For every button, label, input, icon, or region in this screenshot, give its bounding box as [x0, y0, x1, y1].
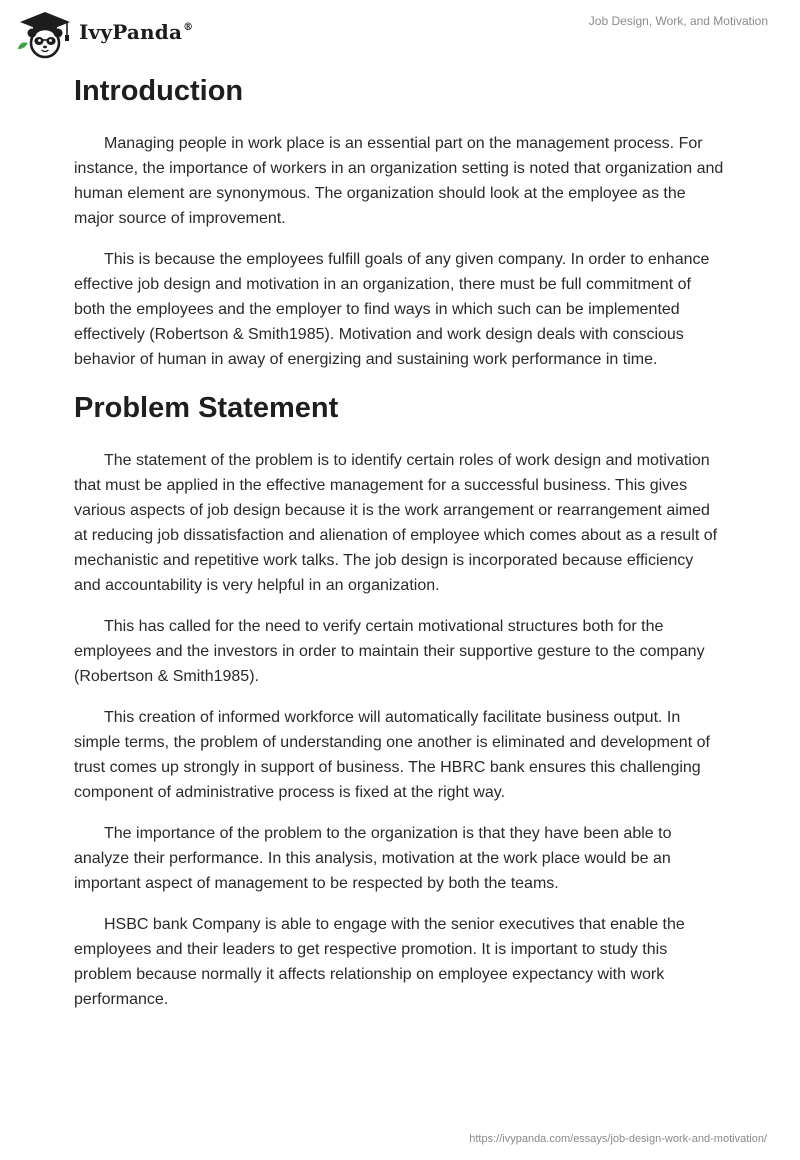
paragraph: This creation of informed workforce will automatically facilitate business output. In simple terms, the problem of understanding one another is eliminated and development of trust comes up strongly in support of business. The HBRC bank ensures this challenging component of administrative process is fixed at the right way.: [74, 709, 710, 801]
registered-mark: ®: [183, 22, 194, 33]
section-heading-introduction: Introduction: [74, 75, 244, 107]
panda-logo-icon[interactable]: [14, 9, 76, 59]
page-header: [0, 0, 800, 60]
brand-name[interactable]: IvyPanda®: [79, 20, 194, 44]
paragraph: Managing people in work place is an essential part on the management process. For instance, the importance of workers in an organization setting is noted that organization and human element are synonymous. The organization should look at the employee as the major source of improvement.: [74, 135, 724, 227]
paragraph: HSBC bank Company is able to engage with the senior executives that enable the employees and their leaders to get respective promotion. It is important to study this problem because normally it affects relationship on employee expectancy with work performance.: [74, 916, 685, 1008]
paragraph: This is because the employees fulfill goals of any given company. In order to enhance effective job design and motivation in an organization, there must be full commitment of both the employees and the employer to find ways in which such can be implemented effectively (Robertson & Smith1985). Motivation and work design deals with conscious behavior of human in away of energizing and sustaining work performance in time.: [74, 251, 710, 368]
paragraph: The statement of the problem is to identify certain roles of work design and motivation that must be applied in the effective management for a successful business. This gives various aspects of job design because it is the work arrangement or rearrangement aimed at reducing job dissatisfaction and alienation of employee which comes about as a result of mechanistic and repetitive work talks. The job design is incorporated because efficiency and accountability is very helpful in an organization.: [74, 452, 718, 594]
section-heading-problem-statement: Problem Statement: [74, 392, 339, 424]
essay-content: [74, 71, 724, 1012]
paragraph: The importance of the problem to the organization is that they have been able to analyze their performance. In this analysis, motivation at the work place would be an important aspect of management to be respected by both the teams.: [74, 825, 672, 892]
paragraph: This has called for the need to verify certain motivational structures both for the employees and the investors in order to maintain their supportive gesture to the company (Robertson & Smith1985).: [74, 618, 705, 685]
document-title: Job Design, Work, and Motivation: [588, 14, 768, 28]
footer-url-link[interactable]: https://ivypanda.com/essays/job-design-work-and-motivation/: [469, 1133, 767, 1145]
